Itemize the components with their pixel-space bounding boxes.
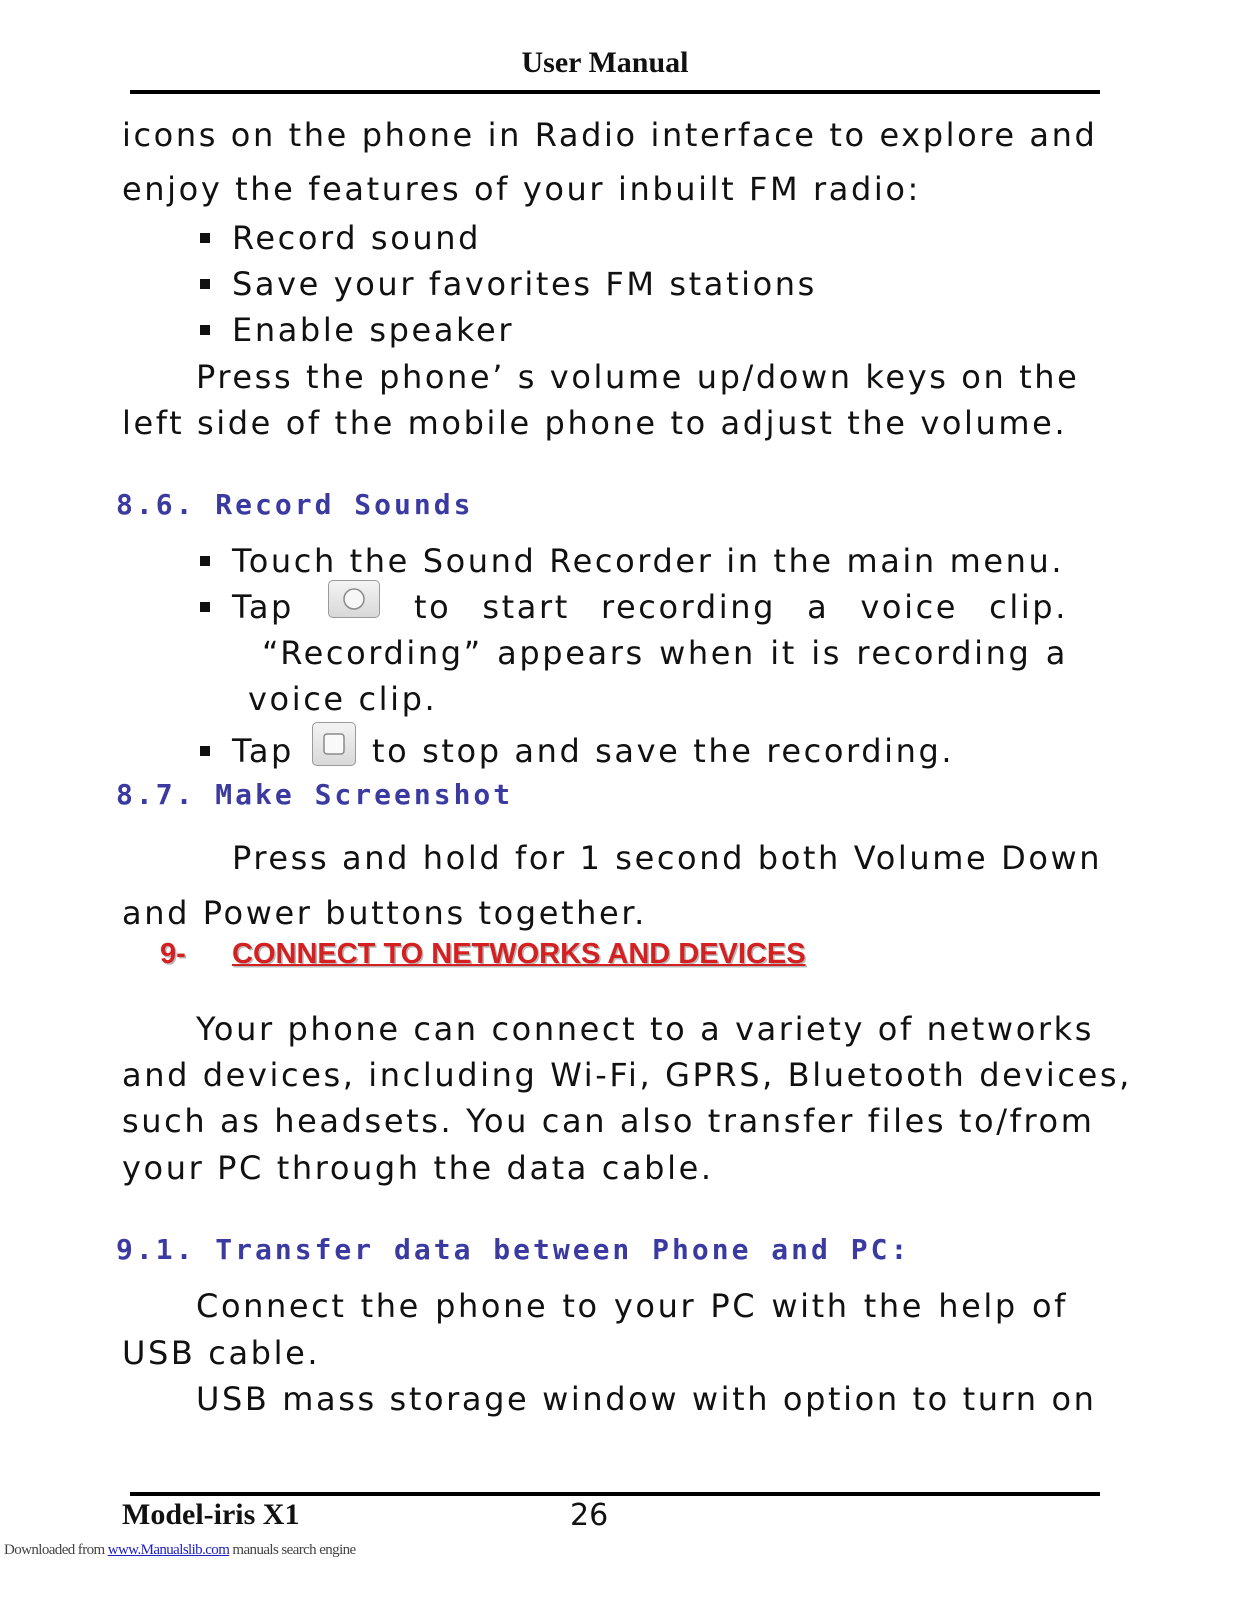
networks-para-line-2: and devices, including Wi-Fi, GPRS, Bluetooth devices,: [122, 1056, 1132, 1094]
watermark-suffix: manuals search engine: [229, 1542, 356, 1558]
download-watermark: [4, 1542, 356, 1559]
chapter-number: 9-: [160, 938, 186, 970]
record-step-2-tap: Tap: [232, 588, 294, 626]
chapter-title: CONNECT TO NETWORKS AND DEVICES: [232, 938, 806, 970]
bullet-marker: [200, 746, 210, 756]
manualslib-link[interactable]: www.Manualslib.com: [107, 1542, 230, 1558]
page-number: 26: [570, 1498, 609, 1533]
intro-line-1: icons on the phone in Radio interface to explore and: [122, 116, 1098, 154]
radio-feature-item: Record sound: [232, 219, 482, 257]
volume-line-1: Press the phone’ s volume up/down keys on the: [196, 358, 1080, 396]
networks-para-line-1: Your phone can connect to a variety of networks: [196, 1010, 1095, 1048]
screenshot-line-1: Press and hold for 1 second both Volume Down: [232, 839, 1103, 877]
record-step-3-tap: Tap: [232, 732, 294, 770]
radio-feature-item: Enable speaker: [232, 311, 515, 349]
bullet-marker: [200, 602, 210, 612]
bullet-marker: [200, 556, 210, 566]
record-step-2-text: to start recording a voice clip.: [414, 588, 1068, 626]
footer-rule: [130, 1492, 1100, 1496]
section-heading-record-sounds: 8.6. Record Sounds: [116, 488, 474, 521]
transfer-line-3: USB mass storage window with option to turn on: [196, 1380, 1097, 1418]
volume-line-2: left side of the mobile phone to adjust the volume.: [122, 404, 1068, 442]
record-step-3-text: to stop and save the recording.: [372, 732, 955, 770]
record-step-1: Touch the Sound Recorder in the main menu.: [232, 542, 1065, 580]
section-heading-transfer-data: 9.1. Transfer data between Phone and PC:: [116, 1233, 911, 1266]
intro-line-2: enjoy the features of your inbuilt FM radio:: [122, 170, 921, 208]
header-rule: [130, 90, 1100, 94]
bullet-marker: [200, 233, 210, 243]
radio-feature-item: Save your favorites FM stations: [232, 265, 817, 303]
bullet-marker: [200, 279, 210, 289]
record-step-2-line-3: voice clip.: [248, 680, 438, 718]
stop-square-icon: [312, 722, 356, 766]
networks-para-line-4: your PC through the data cable.: [122, 1149, 714, 1187]
networks-para-line-3: such as headsets. You can also transfer files to/from: [122, 1102, 1095, 1140]
bullet-marker: [200, 325, 210, 335]
transfer-line-2: USB cable.: [122, 1334, 321, 1372]
screenshot-line-2: and Power buttons together.: [122, 894, 647, 932]
record-step-2-line-2: “Recording” appears when it is recording a: [262, 634, 1068, 672]
footer-model: Model-iris X1: [122, 1498, 300, 1531]
watermark-prefix: Downloaded from: [4, 1542, 108, 1558]
record-circle-icon: [328, 580, 380, 618]
page-header-title: User Manual: [521, 46, 689, 79]
transfer-line-1: Connect the phone to your PC with the help of: [196, 1287, 1068, 1325]
section-heading-make-screenshot: 8.7. Make Screenshot: [116, 778, 514, 811]
